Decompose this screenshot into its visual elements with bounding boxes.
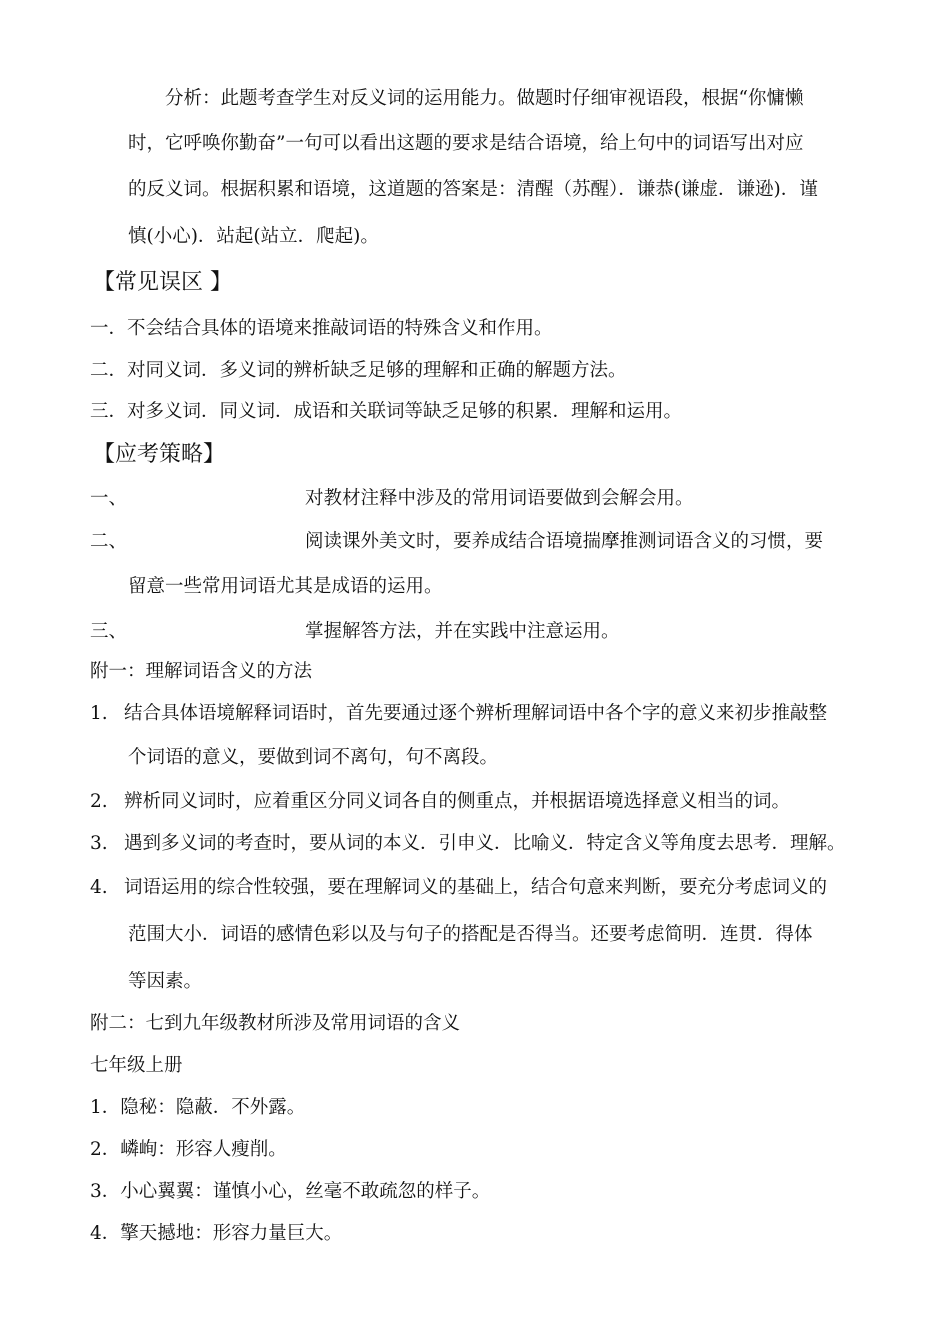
misconception-item: 一．不会结合具体的语境来推敲词语的特殊含义和作用。 <box>90 318 553 339</box>
misconceptions-heading: 【常见误区 】 <box>93 270 232 295</box>
appendix1-num: 4. <box>90 877 108 898</box>
strategy-text: 对教材注释中涉及的常用词语要做到会解会用。 <box>305 488 694 509</box>
appendix1-text-cont: 范围大小．词语的感情色彩以及与句子的搭配是否得当。还要考虑简明．连贯．得体 <box>128 924 813 945</box>
vocab-item: 3．小心翼翼：谨慎小心，丝毫不敢疏忽的样子。 <box>90 1181 491 1202</box>
analysis-line: 慎(小心)．站起(站立．爬起)。 <box>128 226 379 247</box>
strategy-text-cont: 留意一些常用词语尤其是成语的运用。 <box>128 576 443 597</box>
grade-label: 七年级上册 <box>90 1055 183 1076</box>
strategy-marker: 一、 <box>90 488 128 509</box>
appendix1-text: 词语运用的综合性较强，要在理解词义的基础上，结合句意来判断，要充分考虑词义的 <box>124 877 828 898</box>
appendix1-text-cont: 等因素。 <box>128 971 203 992</box>
vocab-item: 2．嶙峋：形容人瘦削。 <box>90 1139 287 1160</box>
appendix1-num: 1. <box>90 703 108 724</box>
analysis-line: 的反义词。根据积累和语境，这道题的答案是：清醒（苏醒）．谦恭(谦虚．谦逊)．谨 <box>128 179 818 200</box>
strategy-text: 阅读课外美文时，要养成结合语境揣摩推测词语含义的习惯，要 <box>305 531 824 552</box>
strategies-heading: 【应考策略】 <box>93 442 226 467</box>
analysis-line: 时，它呼唤你勤奋”一句可以看出这题的要求是结合语境，给上句中的词语写出对应 <box>128 133 804 154</box>
strategy-marker: 三、 <box>90 621 128 642</box>
appendix1-num: 3. <box>90 833 108 854</box>
appendix1-text-cont: 个词语的意义，要做到词不离句，句不离段。 <box>128 747 499 768</box>
misconception-item: 三．对多义词．同义词．成语和关联词等缺乏足够的积累．理解和运用。 <box>90 401 683 422</box>
appendix2-title: 附二：七到九年级教材所涉及常用词语的含义 <box>90 1013 461 1034</box>
appendix1-num: 2. <box>90 791 108 812</box>
misconception-item: 二．对同义词．多义词的辨析缺乏足够的理解和正确的解题方法。 <box>90 360 627 381</box>
vocab-item: 1．隐秘：隐蔽．不外露。 <box>90 1097 306 1118</box>
vocab-item: 4．擎天撼地：形容力量巨大。 <box>90 1223 343 1244</box>
appendix1-text: 遇到多义词的考查时，要从词的本义．引申义．比喻义．特定含义等角度去思考．理解。 <box>124 833 846 854</box>
appendix1-text: 辨析同义词时，应着重区分同义词各自的侧重点，并根据语境选择意义相当的词。 <box>124 791 791 812</box>
appendix1-title: 附一：理解词语含义的方法 <box>90 661 313 682</box>
strategy-marker: 二、 <box>90 531 128 552</box>
strategy-text: 掌握解答方法，并在实践中注意运用。 <box>305 621 620 642</box>
appendix1-text: 结合具体语境解释词语时，首先要通过逐个辨析理解词语中各个字的意义来初步推敲整 <box>124 703 828 724</box>
analysis-line: 分析：此题考查学生对反义词的运用能力。做题时仔细审视语段，根据“你慵懒 <box>165 88 804 109</box>
